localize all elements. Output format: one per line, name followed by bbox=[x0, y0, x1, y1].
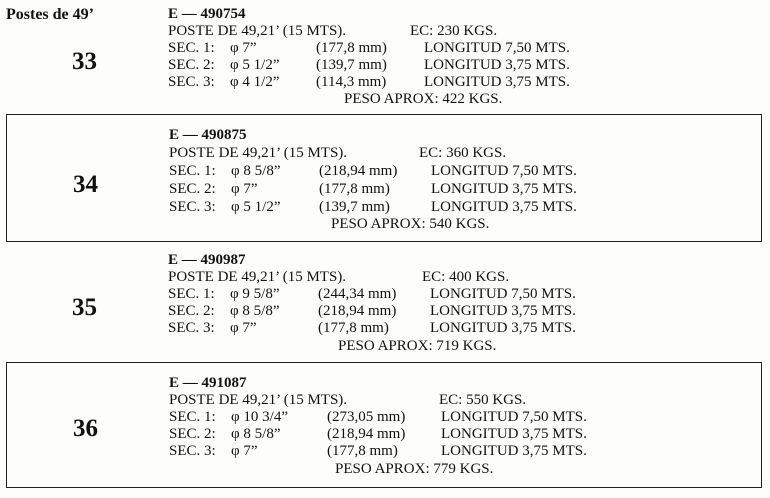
entry-code: E — 490875 bbox=[169, 127, 247, 143]
peso-aprox: PESO APROX: 422 KGS. bbox=[344, 91, 503, 107]
section-diameter: φ 7” bbox=[231, 443, 258, 459]
section-diameter: φ 10 3/4” bbox=[231, 409, 288, 425]
section-longitud: LONGITUD 3,75 MTS. bbox=[431, 181, 577, 197]
section-mm: (114,3 mm) bbox=[316, 74, 387, 90]
pole-entry-35 bbox=[6, 244, 762, 360]
section-label: SEC. 1: bbox=[168, 286, 215, 302]
ec-text: EC: 550 KGS. bbox=[439, 392, 527, 408]
section-mm: (177,8 mm) bbox=[319, 181, 390, 197]
section-mm: (177,8 mm) bbox=[318, 320, 389, 336]
section-longitud: LONGITUD 3,75 MTS. bbox=[431, 199, 577, 215]
peso-aprox: PESO APROX: 779 KGS. bbox=[335, 461, 494, 477]
section-diameter: φ 5 1/2” bbox=[230, 57, 280, 73]
section-diameter: φ 7” bbox=[231, 181, 258, 197]
section-mm: (177,8 mm) bbox=[316, 40, 387, 56]
section-label: SEC. 3: bbox=[169, 443, 216, 459]
section-label: SEC. 2: bbox=[168, 303, 215, 319]
section-label: SEC. 2: bbox=[169, 181, 216, 197]
section-longitud: LONGITUD 3,75 MTS. bbox=[424, 57, 570, 73]
section-longitud: LONGITUD 3,75 MTS. bbox=[430, 320, 576, 336]
section-diameter: φ 4 1/2” bbox=[230, 74, 280, 90]
section-diameter: φ 8 5/8” bbox=[230, 303, 280, 319]
section-longitud: LONGITUD 3,75 MTS. bbox=[430, 303, 576, 319]
section-mm: (218,94 mm) bbox=[318, 303, 397, 319]
section-label: SEC. 3: bbox=[169, 199, 216, 215]
section-longitud: LONGITUD 7,50 MTS. bbox=[441, 409, 587, 425]
peso-aprox: PESO APROX: 719 KGS. bbox=[338, 338, 497, 354]
pole-entry-36 bbox=[6, 362, 762, 488]
entry-number: 33 bbox=[72, 48, 97, 75]
section-mm: (273,05 mm) bbox=[327, 409, 406, 425]
ec-text: EC: 230 KGS. bbox=[410, 23, 498, 39]
section-diameter: φ 8 5/8” bbox=[231, 163, 281, 179]
section-mm: (218,94 mm) bbox=[327, 426, 406, 442]
entry-number: 36 bbox=[73, 415, 98, 442]
entry-number: 34 bbox=[73, 171, 98, 198]
section-mm: (218,94 mm) bbox=[319, 163, 398, 179]
ec-text: EC: 400 KGS. bbox=[422, 269, 510, 285]
poste-text: POSTE DE 49,21’ (15 MTS). bbox=[168, 23, 347, 39]
section-diameter: φ 5 1/2” bbox=[231, 199, 281, 215]
entry-code: E — 490987 bbox=[168, 252, 246, 268]
pole-entry-34 bbox=[6, 114, 762, 242]
section-label: SEC. 2: bbox=[169, 426, 216, 442]
section-diameter: φ 9 5/8” bbox=[230, 286, 280, 302]
section-longitud: LONGITUD 3,75 MTS. bbox=[424, 74, 570, 90]
entry-number: 35 bbox=[72, 294, 97, 321]
section-longitud: LONGITUD 7,50 MTS. bbox=[424, 40, 570, 56]
section-label: SEC. 3: bbox=[168, 320, 215, 336]
poste-text: POSTE DE 49,21’ (15 MTS). bbox=[169, 145, 348, 161]
section-label: SEC. 2: bbox=[168, 57, 215, 73]
section-label: SEC. 1: bbox=[169, 409, 216, 425]
section-longitud: LONGITUD 3,75 MTS. bbox=[441, 426, 587, 442]
peso-aprox: PESO APROX: 540 KGS. bbox=[331, 216, 490, 232]
section-label: SEC. 1: bbox=[169, 163, 216, 179]
ec-text: EC: 360 KGS. bbox=[419, 145, 507, 161]
section-longitud: LONGITUD 7,50 MTS. bbox=[431, 163, 577, 179]
entry-code: E — 490754 bbox=[168, 6, 246, 22]
poste-text: POSTE DE 49,21’ (15 MTS). bbox=[168, 269, 347, 285]
section-mm: (244,34 mm) bbox=[318, 286, 397, 302]
section-diameter: φ 8 5/8” bbox=[231, 426, 281, 442]
section-label: SEC. 3: bbox=[168, 74, 215, 90]
section-longitud: LONGITUD 7,50 MTS. bbox=[430, 286, 576, 302]
section-diameter: φ 7” bbox=[230, 40, 257, 56]
page-header-label: Postes de 49’ bbox=[6, 6, 94, 23]
section-mm: (177,8 mm) bbox=[327, 443, 398, 459]
section-mm: (139,7 mm) bbox=[319, 199, 390, 215]
section-longitud: LONGITUD 3,75 MTS. bbox=[441, 443, 587, 459]
section-mm: (139,7 mm) bbox=[316, 57, 387, 73]
poste-text: POSTE DE 49,21’ (15 MTS). bbox=[169, 392, 348, 408]
entry-code: E — 491087 bbox=[169, 375, 247, 391]
section-diameter: φ 7” bbox=[230, 320, 257, 336]
section-label: SEC. 1: bbox=[168, 40, 215, 56]
pole-entry-33 bbox=[6, 2, 762, 112]
